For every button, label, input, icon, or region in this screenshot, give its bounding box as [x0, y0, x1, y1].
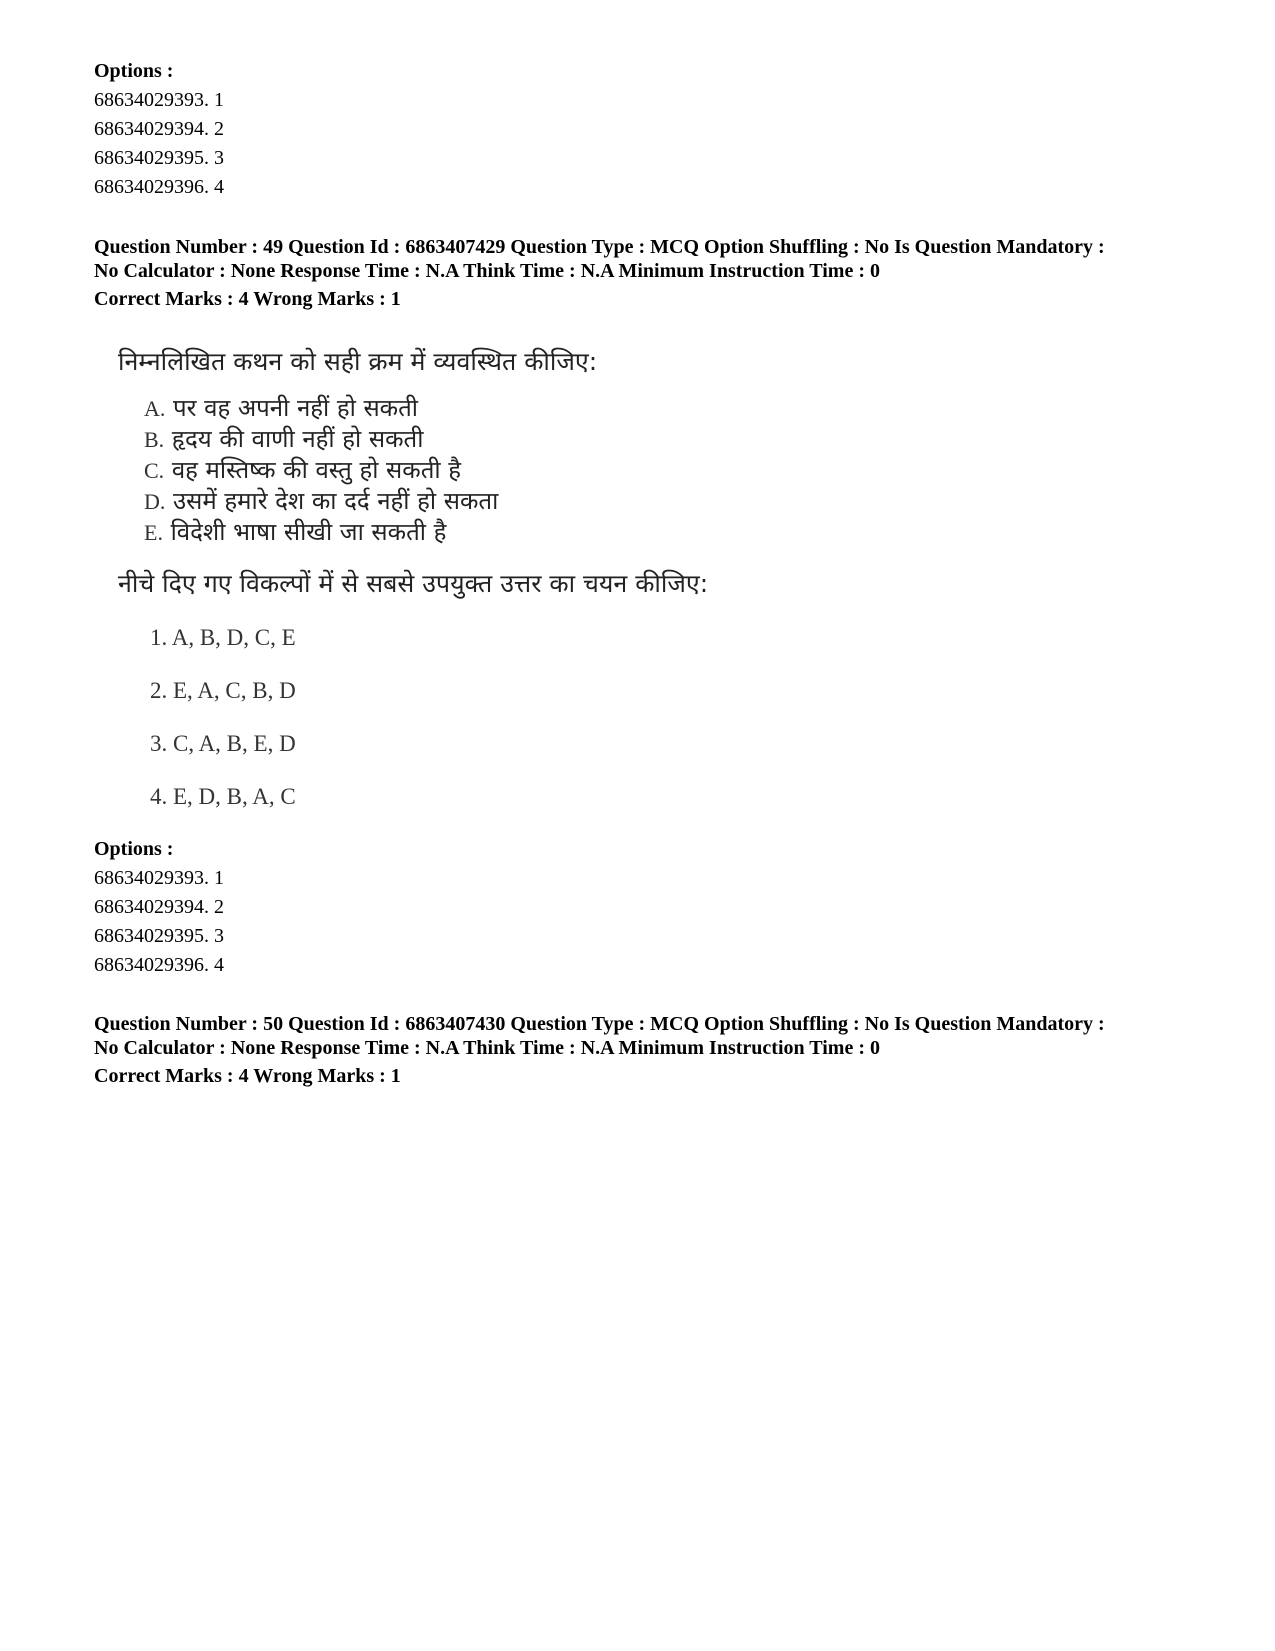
statement-letter: A. [144, 396, 166, 421]
statement-a [144, 392, 418, 425]
option-item: 68634029393. 1 [94, 89, 224, 111]
statement-text: हृदय की वाणी नहीं हो सकती [171, 425, 424, 453]
options-heading: Options : [94, 60, 174, 82]
option-item: 68634029395. 3 [94, 147, 224, 169]
top-options-block [94, 57, 1194, 202]
q49-meta [94, 235, 1194, 311]
q50-marks: Correct Marks : 4 Wrong Marks : 1 [94, 1065, 401, 1087]
answer-choice: 2. E, A, C, B, D [150, 678, 296, 703]
statement-text: पर वह अपनी नहीं हो सकती [173, 394, 419, 422]
statement-letter: B. [144, 427, 165, 452]
q49-meta-line2: No Calculator : None Response Time : N.A Think Time : N.A Minimum Instruction Time : 0 [94, 260, 880, 282]
answer-choice: 4. E, D, B, A, C [150, 784, 296, 809]
option-item: 68634029396. 4 [94, 176, 224, 198]
statement-letter: D. [144, 489, 166, 514]
statement-d [144, 485, 498, 518]
statement-c [144, 454, 461, 487]
statement-text: उसमें हमारे देश का दर्द नहीं हो सकता [173, 487, 499, 515]
q49-meta-line1: Question Number : 49 Question Id : 6863407429 Question Type : MCQ Option Shuffling : No Is Question Mandatory : [94, 236, 1105, 258]
answer-choice: 3. C, A, B, E, D [150, 731, 296, 756]
option-item: 68634029394. 2 [94, 118, 224, 140]
question-outro: नीचे दिए गए विकल्पों में से सबसे उपयुक्त उत्तर का चयन कीजिए: [118, 569, 709, 598]
answer-choice: 1. A, B, D, C, E [150, 625, 296, 650]
question-intro: निम्नलिखित कथन को सही क्रम में व्यवस्थित कीजिए: [118, 347, 598, 376]
option-item: 68634029393. 1 [94, 867, 224, 889]
option-item: 68634029395. 3 [94, 925, 224, 947]
statement-b [144, 423, 423, 456]
q50-meta [94, 1012, 1194, 1088]
statement-e [144, 516, 446, 549]
statement-text: विदेशी भाषा सीखी जा सकती है [170, 518, 447, 546]
q49-options-block [94, 835, 1194, 980]
options-heading: Options : [94, 838, 174, 860]
q49-question-image [118, 345, 818, 865]
q50-meta-line2: No Calculator : None Response Time : N.A Think Time : N.A Minimum Instruction Time : 0 [94, 1037, 880, 1059]
statement-letter: C. [144, 458, 165, 483]
option-item: 68634029394. 2 [94, 896, 224, 918]
q49-marks: Correct Marks : 4 Wrong Marks : 1 [94, 288, 401, 310]
statement-text: वह मस्तिष्क की वस्तु हो सकती है [171, 456, 461, 484]
q50-meta-line1: Question Number : 50 Question Id : 6863407430 Question Type : MCQ Option Shuffling : No Is Question Mandatory : [94, 1013, 1105, 1035]
statement-letter: E. [144, 520, 163, 545]
option-item: 68634029396. 4 [94, 954, 224, 976]
